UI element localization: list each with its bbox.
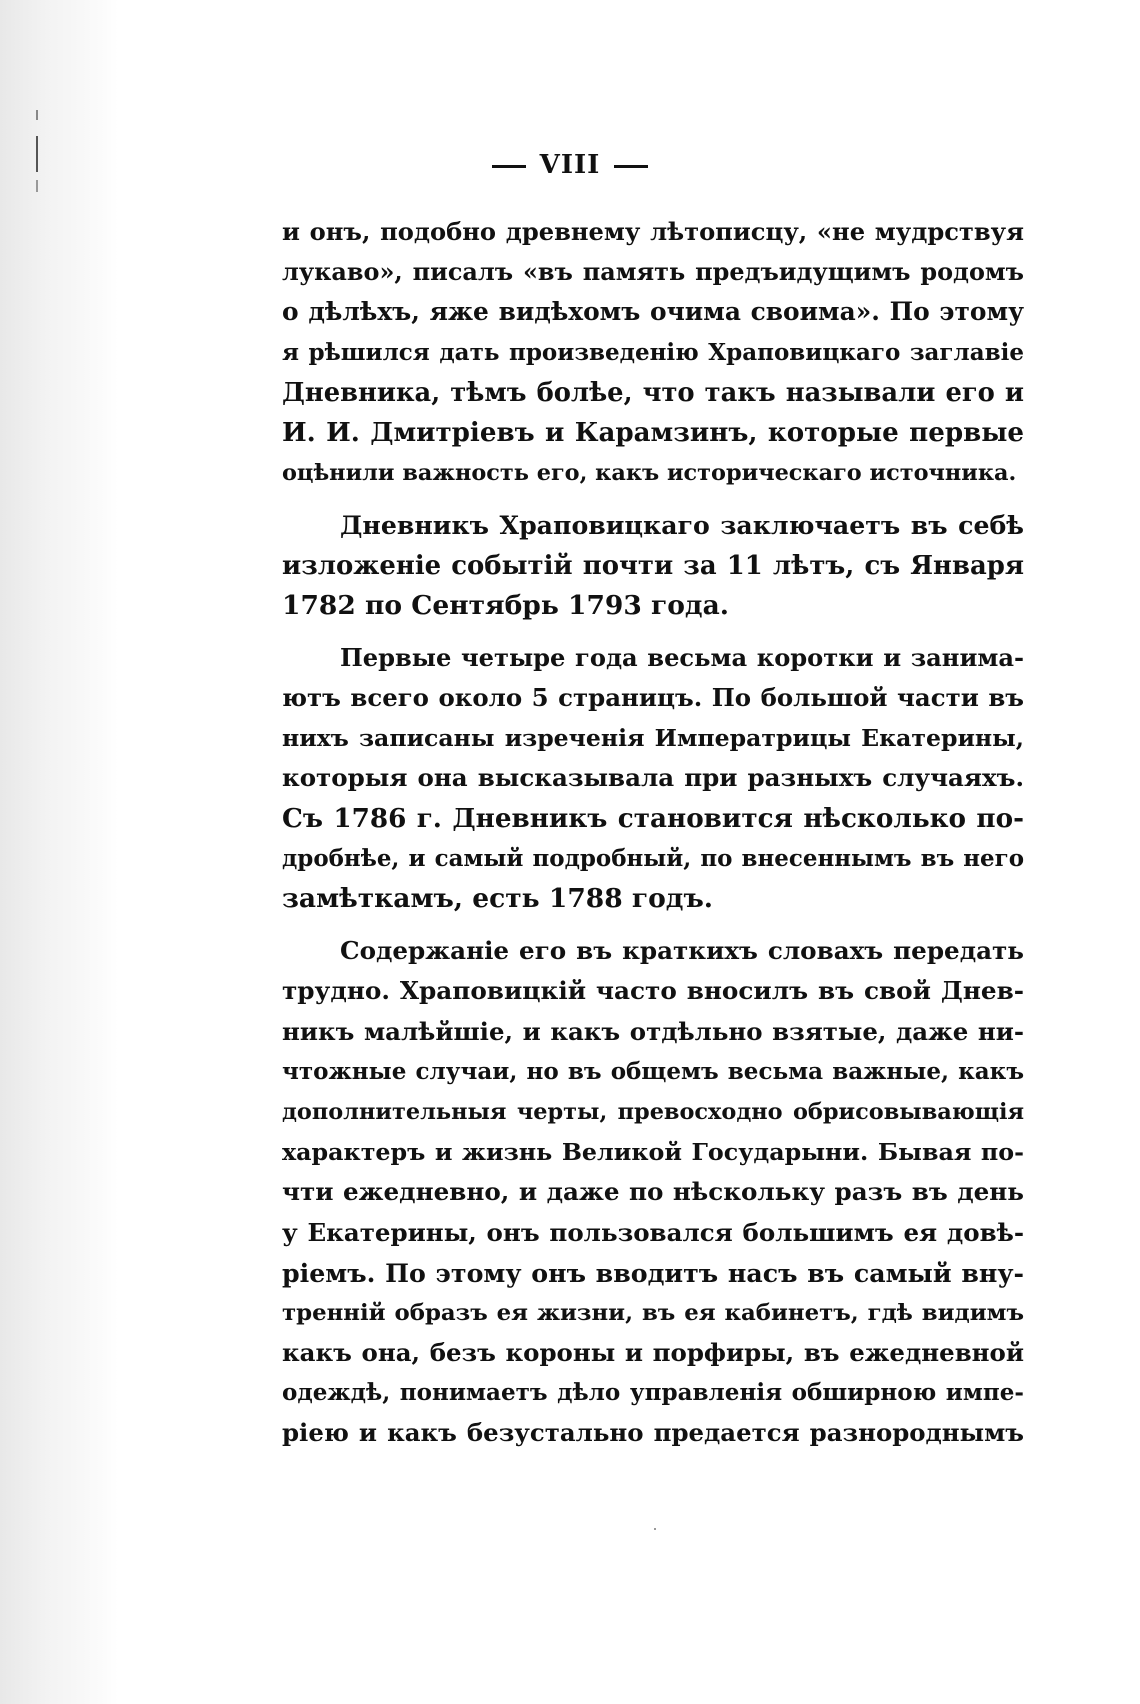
text-line: Дневникъ Храповицкаго заключаетъ въ себѣ (340, 510, 1024, 541)
text-line: оцѣнили важность его, какъ историческаго источника. (282, 460, 1017, 487)
paragraph-gap (282, 626, 1024, 638)
text-line: какъ она, безъ короны и порфиры, въ ежедневной (282, 1338, 1024, 1368)
text-line: никъ малѣйшіе, и какъ отдѣльно взятые, даже ни- (282, 1016, 1024, 1046)
text-line: одеждѣ, понимаетъ дѣло управленія обширною импе- (282, 1379, 1024, 1407)
text-line: чти ежедневно, и даже по нѣскольку разъ въ день (282, 1177, 1024, 1207)
text-line: ріемъ. По этому онъ вводитъ насъ въ самый вну- (282, 1257, 1024, 1288)
text-line: о дѣлѣхъ, яже видѣхомъ очима своима». По этому (282, 297, 1024, 327)
text-line: ріею и какъ безустально предается разнороднымъ (282, 1418, 1024, 1448)
paragraph-gap (282, 919, 1024, 931)
text-line: которыя она высказывала при разныхъ случаяхъ. (282, 763, 1024, 793)
text-line: Первые четыре года весьма коротки и занима- (340, 642, 1024, 672)
paragraph-gap (282, 493, 1024, 505)
text-line: изложеніе событій почти за 11 лѣтъ, съ Января (282, 550, 1024, 581)
text-line: чтожные случаи, но въ общемъ весьма важные, какъ (282, 1057, 1024, 1085)
header-dash-right (614, 165, 648, 168)
text-line: у Екатерины, онъ пользовался большимъ ея довѣ- (282, 1217, 1024, 1247)
text-line: и онъ, подобно древнему лѣтописцу, «не мудрствуя (282, 217, 1024, 246)
scan-edge-mark (36, 110, 38, 120)
scan-edge-mark (36, 180, 38, 192)
scan-speck (654, 1528, 656, 1530)
text-line: дополнительныя черты, превосходно обрисовывающія (282, 1098, 1024, 1125)
text-line: Дневника, тѣмъ болѣе, что такъ называли его и (282, 377, 1024, 408)
body-text (282, 212, 1024, 1454)
text-line: я рѣшился дать произведенію Храповицкаго заглавіе (282, 338, 1024, 366)
page-number: VIII (539, 150, 601, 180)
header-dash-left (492, 165, 526, 168)
text-line: дробнѣе, и самый подробный, по внесеннымъ въ него (282, 844, 1024, 872)
text-line: ютъ всего около 5 страницъ. По большой части въ (282, 683, 1024, 713)
text-line: замѣткамъ, есть 1788 годъ. (282, 883, 714, 914)
page-header (0, 150, 1140, 180)
scan-margin (0, 0, 118, 1704)
text-line: тренній образъ ея жизни, въ ея кабинетъ, гдѣ видимъ (282, 1299, 1024, 1326)
text-line: Содержаніе его въ краткихъ словахъ передать (340, 936, 1024, 966)
text-line: нихъ записаны изреченія Императрицы Екатерины, (282, 724, 1024, 753)
text-line: характеръ и жизнь Великой Государыни. Бывая по- (282, 1138, 1024, 1167)
text-line: 1782 по Сентябрь 1793 года. (282, 589, 729, 621)
text-line: трудно. Храповицкій часто вносилъ въ свой Днев- (282, 976, 1024, 1006)
text-line: Съ 1786 г. Дневникъ становится нѣсколько по- (282, 802, 1024, 834)
text-line: И. И. Дмитріевъ и Карамзинъ, которые первые (282, 416, 1024, 448)
text-line: лукаво», писалъ «въ память предъидущимъ родомъ (282, 258, 1024, 287)
